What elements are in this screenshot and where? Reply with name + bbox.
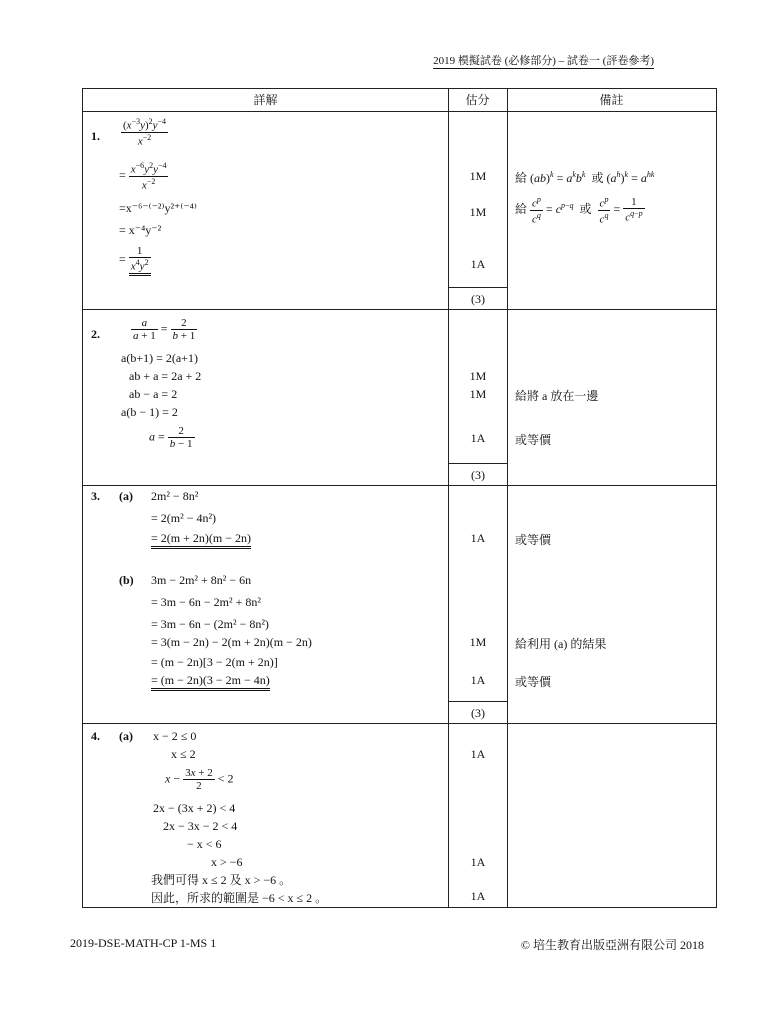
q2-mark: 1M <box>469 369 487 383</box>
q3b-expr: 3m − 2m² + 8n² − 6n <box>151 573 252 587</box>
row-divider <box>83 485 716 486</box>
question-number: 4. <box>91 729 100 743</box>
q1-mark: 1A <box>470 257 486 271</box>
q4-step: − x < 6 <box>187 837 222 851</box>
question-number: 3. <box>91 489 100 503</box>
q1-step1: = $\frac{x^{-6}y^2y^{-4}}{x^{-2}}$ <box>119 161 167 192</box>
q4-step: x > −6 <box>211 855 243 869</box>
q2-remark: 給將 a 放在一邊 <box>515 389 599 403</box>
q3-remark: 或等價 <box>515 675 552 689</box>
q3-mark: 1A <box>470 531 486 545</box>
col-header-remarks: 備註 <box>599 93 624 107</box>
q3a-answer: = 2(m + 2n)(m − 2n) <box>151 531 251 549</box>
q3-mark: 1A <box>470 673 486 687</box>
q4-step: 2x − (3x + 2) < 4 <box>153 801 236 815</box>
q4-mark: 1A <box>470 889 486 903</box>
q2-step: ab − a = 2 <box>129 387 178 401</box>
q4-conclusion: 因此，所求的範圍是 −6 < x ≤ 2 。 <box>151 891 328 905</box>
part-label: (a) <box>119 489 133 503</box>
q1-step2: =x⁻⁶⁻⁽⁻²⁾y²⁺⁽⁻⁴⁾ <box>119 201 197 215</box>
q3-subtotal: (3) <box>471 706 485 720</box>
question-number: 2. <box>91 327 100 341</box>
col-header-marks: 估分 <box>465 93 490 107</box>
row-divider <box>83 309 716 310</box>
q1-expr: $\frac{(x^{-3}y)^2y^{-4}}{x^{-2}}$ <box>123 117 167 148</box>
q2-step: ab + a = 2a + 2 <box>129 369 202 383</box>
q4-mark: 1A <box>470 855 486 869</box>
part-label: (a) <box>119 729 133 743</box>
q2-step: a(b+1) = 2(a+1) <box>121 351 198 365</box>
row-divider <box>83 723 716 724</box>
q3-mark: 1M <box>469 635 487 649</box>
q3a-step: = 2(m² − 4n²) <box>151 511 217 525</box>
subtotal-divider <box>448 287 507 288</box>
q4-step: 2x − 3x − 2 < 4 <box>163 819 238 833</box>
q2-equation: $\frac{a}{a + 1}$ = $\frac{2}{b + 1}$ <box>133 317 196 342</box>
part-label: (b) <box>119 573 134 587</box>
q4-step: x − 2 ≤ 0 <box>153 729 197 743</box>
col-divider <box>507 89 508 907</box>
q2-subtotal: (3) <box>471 468 485 482</box>
q1-subtotal: (3) <box>471 292 485 306</box>
question-number: 1. <box>91 129 100 143</box>
q1-mark: 1M <box>469 205 487 219</box>
q4-step: x ≤ 2 <box>171 747 196 761</box>
q3-remark: 給利用 (a) 的結果 <box>515 637 607 651</box>
q3a-expr: 2m² − 8n² <box>151 489 199 503</box>
q1-step3: = x⁻⁴y⁻² <box>119 223 162 237</box>
q3-remark: 或等價 <box>515 533 552 547</box>
footer-code: 2019-DSE-MATH-CP 1-MS 1 <box>70 936 217 950</box>
q3b-step: = (m − 2n)[3 − 2(m + 2n)] <box>151 655 278 669</box>
q4-inequality: x − $\frac{3x + 2}{2}$ < 2 <box>165 767 234 792</box>
q4-conclusion: 我們可得 x ≤ 2 及 x > −6 。 <box>151 873 292 887</box>
q3b-step: = 3(m − 2n) − 2(m + 2n)(m − 2n) <box>151 635 312 649</box>
page-header: 2019 模擬試卷 (必修部分) – 試卷一 (評卷參考) <box>433 55 654 67</box>
q3b-step: = 3m − 6n − (2m² − 8n²) <box>151 617 269 631</box>
q1-answer: = $\frac{1}{x^4y^2}$ <box>119 245 151 276</box>
subtotal-divider <box>448 463 507 464</box>
footer-copyright: © 培生教育出版亞洲有限公司 2018 <box>520 938 704 952</box>
q3b-answer: = (m − 2n)(3 − 2m − 4n) <box>151 673 270 691</box>
q2-remark: 或等價 <box>515 433 552 447</box>
q4-mark: 1A <box>470 747 486 761</box>
row-divider <box>83 111 716 112</box>
q2-step: a(b − 1) = 2 <box>121 405 178 419</box>
q2-mark: 1A <box>470 431 486 445</box>
marking-table <box>82 88 717 908</box>
q1-remark-1: 給 $(ab)^k = a^kb^k$ 或 $(a^h)^k = a^{hk}$ <box>515 170 655 185</box>
subtotal-divider <box>448 701 507 702</box>
col-header-solution: 詳解 <box>253 93 278 107</box>
q1-remark-2: 給 $\frac{c^p}{c^q}$ = $c^{p-q}$ 或 $\frac{c^p}{c^q}$ = $\frac{1}{c^{q-p}}$ <box>515 195 643 226</box>
q3b-step: = 3m − 6n − 2m² + 8n² <box>151 595 261 609</box>
q2-answer: a = $\frac{2}{b - 1}$ <box>149 425 193 450</box>
q2-mark: 1M <box>469 387 487 401</box>
q1-mark: 1M <box>469 169 487 183</box>
